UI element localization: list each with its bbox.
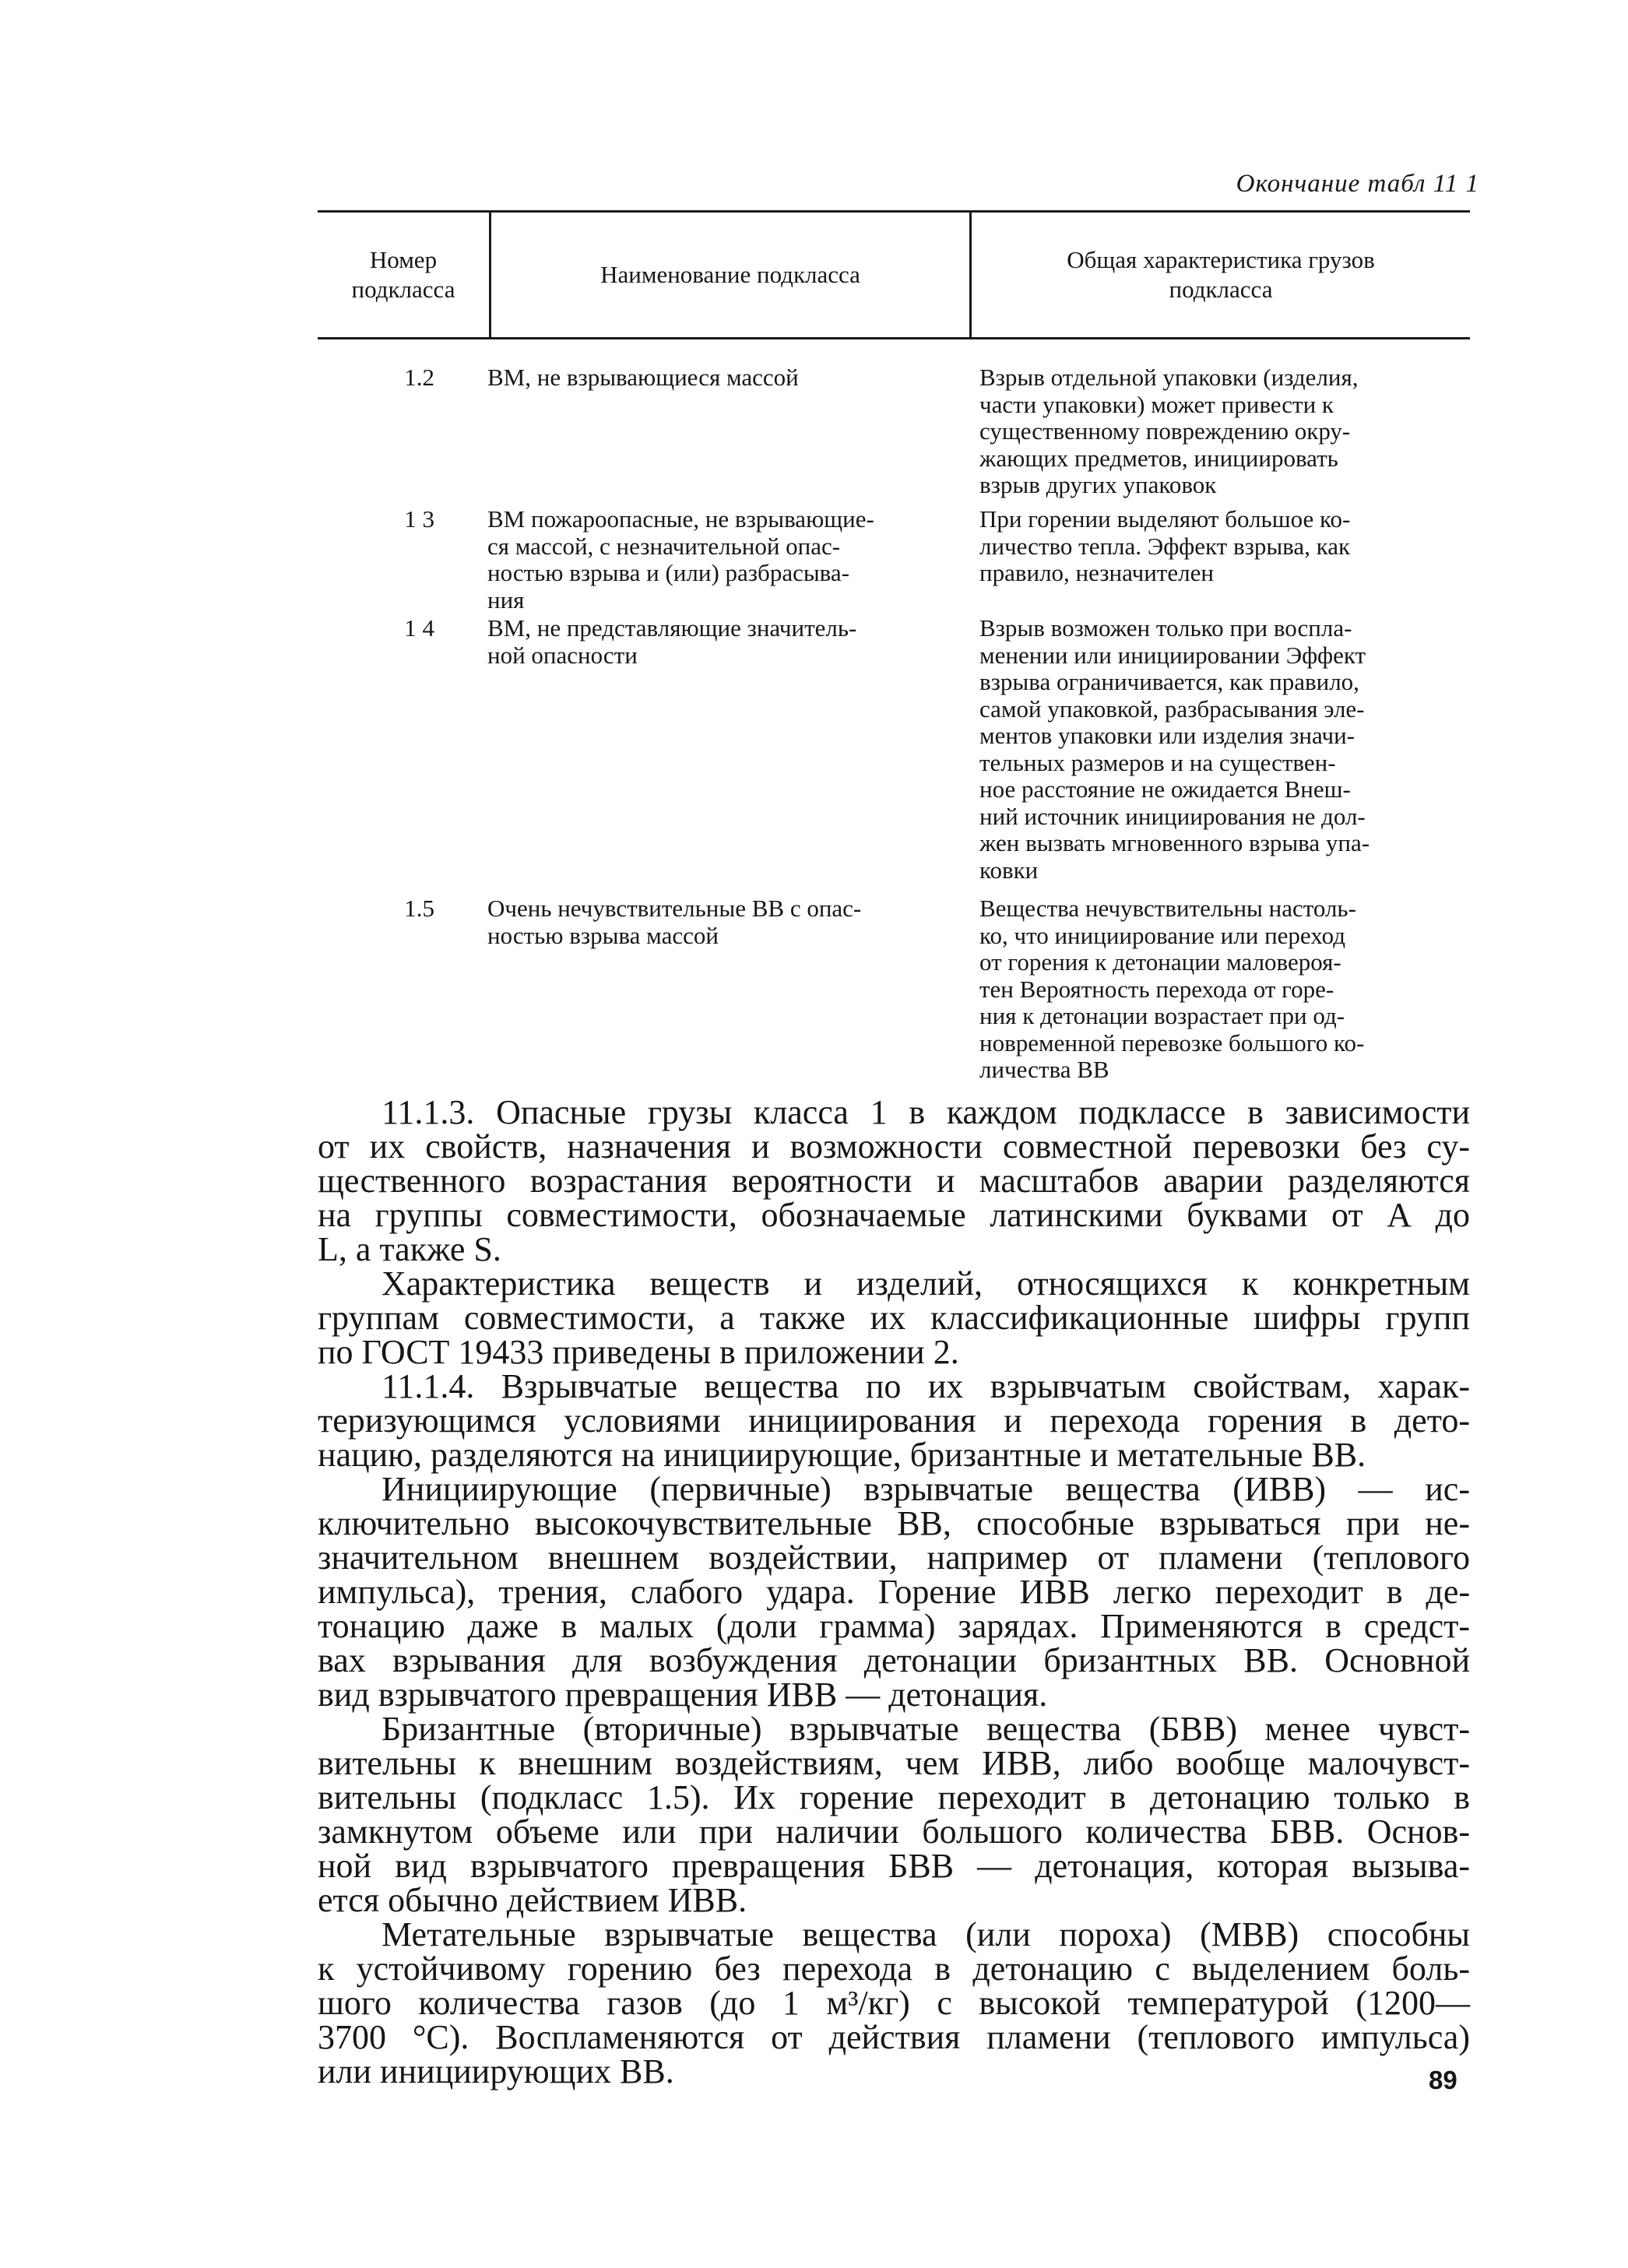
cargo-characteristic-cell: Взрыв возможен только при воспла- менении или инициировании Эффект взрыва ограничивается, как правило, самой упаковкой, разбрасывания эле- ментов упаковки или изделия значи- тельных размеров и на существен- ное расстояние не ожидается Внеш- ний источник инициирования не дол- жен вызвать мгновенного взрыва упа- ковки (979, 614, 1370, 884)
table-header-rule (318, 337, 1470, 339)
cargo-characteristic-cell: При горении выделяют большое ко- личество тепла. Эффект взрыва, как правило, незначителен (979, 505, 1351, 586)
paragraph: Метательные взрывчатые вещества (или пороха) (МВВ) способны к устойчивому горению без перехода в детонацию с выделением боль- шого количества газов (до 1 м³/кг) с высокой температурой (1200— 3700 °С). Воспламеняются от действия пламени (теплового импульса) или инициирующих ВВ. (318, 1915, 1470, 2090)
cargo-characteristic-cell: Взрыв отдельной упаковки (изделия, части упаковки) может привести к существенному повреждению окру- жающих предметов, инициировать взрыв других упаковок (979, 364, 1359, 498)
subclass-number-cell: 1.5 (404, 895, 434, 922)
header-subclass-number: Номер подкласса (351, 246, 455, 303)
subclass-name-cell: ВМ, не представляющие значитель- ной опасности (487, 614, 857, 669)
page-number: 89 (1429, 2066, 1457, 2094)
subclass-number-cell: 1 4 (404, 614, 434, 642)
paragraph: Бризантные (вторичные) взрывчатые вещества (БВВ) менее чувст- вительны к внешним воздействиям, чем ИВВ, либо вообще малочувст- вительны (подкласс 1.5). Их горение переходит в детонацию только в замкнутом объеме или при наличии большого количества БВВ. Основ- ной вид взрывчатого превращения БВВ — детонация, которая вызыва- ется обычно действием ИВВ. (318, 1710, 1470, 1919)
body-paragraphs (318, 1095, 1470, 2089)
subclass-name-cell: Очень нечувствительные ВВ с опас- ностью взрыва массой (487, 895, 862, 949)
paragraph: Характеристика веществ и изделий, относящихся к конкретным группам совместимости, а также их классификационные шифры групп по ГОСТ 19433 приведены в приложении 2. (318, 1264, 1470, 1371)
table-header (318, 213, 1470, 337)
subclass-name-cell: ВМ, не взрывающиеся массой (487, 364, 799, 391)
paragraph: 11.1.4. Взрывчатые вещества по их взрывчатым свойствам, харак- теризующимся условиями инициирования и перехода горения в дето- нацию, разделяются на инициирующие, бризантные и метательные ВВ. (318, 1367, 1470, 1474)
cargo-characteristic-cell: Вещества нечувствительны настоль- ко, что инициирование или переход от горения к детонации маловероя- тен Вероятность перехода от горе- ния к детонации возрастает при од- новременной перевозке большого ко- личества ВВ (979, 895, 1365, 1083)
subclass-table (318, 210, 1470, 339)
subclass-name-cell: ВМ пожароопасные, не взрывающие- ся массой, с незначительной опас- ностью взрыва и (или) разбрасыва- ния (487, 505, 874, 614)
subclass-number-cell: 1.2 (404, 364, 434, 391)
paragraph: 11.1.3. Опасные грузы класса 1 в каждом подклассе в зависимости от их свойств, назначения и возможности совместной перевозки без су- щественного возрастания вероятности и масштабов аварии разделяются на группы совместимости, обозначаемые латинскими буквами от А до L, а также S. (318, 1093, 1470, 1268)
header-subclass-name: Наименование подкласса (489, 213, 972, 337)
header-cargo-characteristic: Общая характеристика грузов подкласса (1067, 246, 1375, 303)
table-caption: Окончание табл 11 1 (1236, 170, 1479, 198)
subclass-number-cell: 1 3 (404, 505, 434, 533)
paragraph: Инициирующие (первичные) взрывчатые вещества (ИВВ) — ис- ключительно высокочувствительные ВВ, способные взрываться при не- значительном внешнем воздействии, например от пламени (теплового импульса), трения, слабого удара. Горение ИВВ легко переходит в де- тонацию даже в малых (доли грамма) зарядах. Применяются в средст- вах взрывания для возбуждения детонации бризантных ВВ. Основной вид взрывчатого превращения ИВВ — детонация. (318, 1470, 1470, 1714)
